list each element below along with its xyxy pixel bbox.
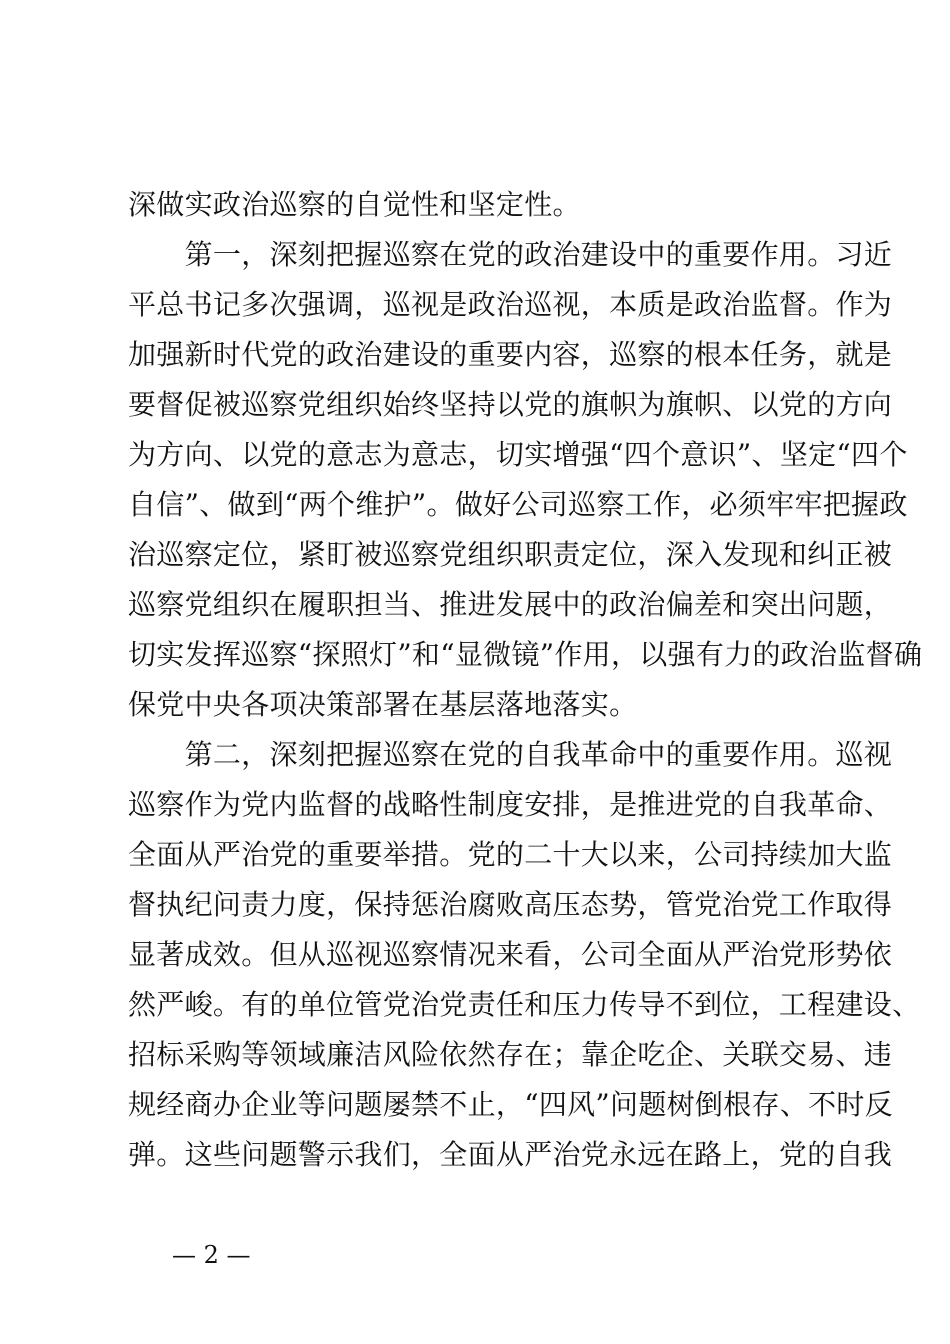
text-line: 规经商办企业等问题屡禁不止，“四风”问题树倒根存、不时反 xyxy=(128,1088,894,1121)
text-line: 自信”、做到“两个维护”。做好公司巡察工作，必须牢牢把握政 xyxy=(128,488,908,521)
text-line: 保党中央各项决策部署在基层落地落实。 xyxy=(128,688,638,721)
text-line: 第二，深刻把握巡察在党的自我革命中的重要作用。巡视 xyxy=(128,738,893,771)
text-line: 招标采购等领域廉洁风险依然存在；靠企吃企、关联交易、违 xyxy=(128,1038,893,1071)
text-line: 为方向、以党的意志为意志，切实增强“四个意识”、坚定“四个 xyxy=(128,438,908,471)
document-body xyxy=(128,180,923,1180)
text-line: 加强新时代党的政治建设的重要内容，巡察的根本任务，就是 xyxy=(128,338,893,371)
text-line: 切实发挥巡察“探照灯”和“显微镜”作用，以强有力的政治监督确 xyxy=(128,638,923,671)
text-line: 弹。这些问题警示我们，全面从严治党永远在路上，党的自我 xyxy=(128,1138,893,1171)
text-line: 要督促被巡察党组织始终坚持以党的旗帜为旗帜、以党的方向 xyxy=(128,388,893,421)
text-line: 显著成效。但从巡视巡察情况来看，公司全面从严治党形势依 xyxy=(128,938,893,971)
page-number: — 2 — xyxy=(172,1241,251,1269)
text-line: 巡察作为党内监督的战略性制度安排，是推进党的自我革命、 xyxy=(128,788,893,821)
text-line: 督执纪问责力度，保持惩治腐败高压态势，管党治党工作取得 xyxy=(128,888,893,921)
text-line: 治巡察定位，紧盯被巡察党组织职责定位，深入发现和纠正被 xyxy=(128,538,893,571)
text-line: 第一，深刻把握巡察在党的政治建设中的重要作用。习近 xyxy=(128,238,893,271)
text-line: 巡察党组织在履职担当、推进发展中的政治偏差和突出问题， xyxy=(128,588,893,621)
text-line: 深做实政治巡察的自觉性和坚定性。 xyxy=(128,188,581,221)
text-line: 然严峻。有的单位管党治党责任和压力传导不到位，工程建设、 xyxy=(128,988,921,1021)
text-line: 全面从严治党的重要举措。党的二十大以来，公司持续加大监 xyxy=(128,838,893,871)
text-line: 平总书记多次强调，巡视是政治巡视，本质是政治监督。作为 xyxy=(128,288,893,321)
